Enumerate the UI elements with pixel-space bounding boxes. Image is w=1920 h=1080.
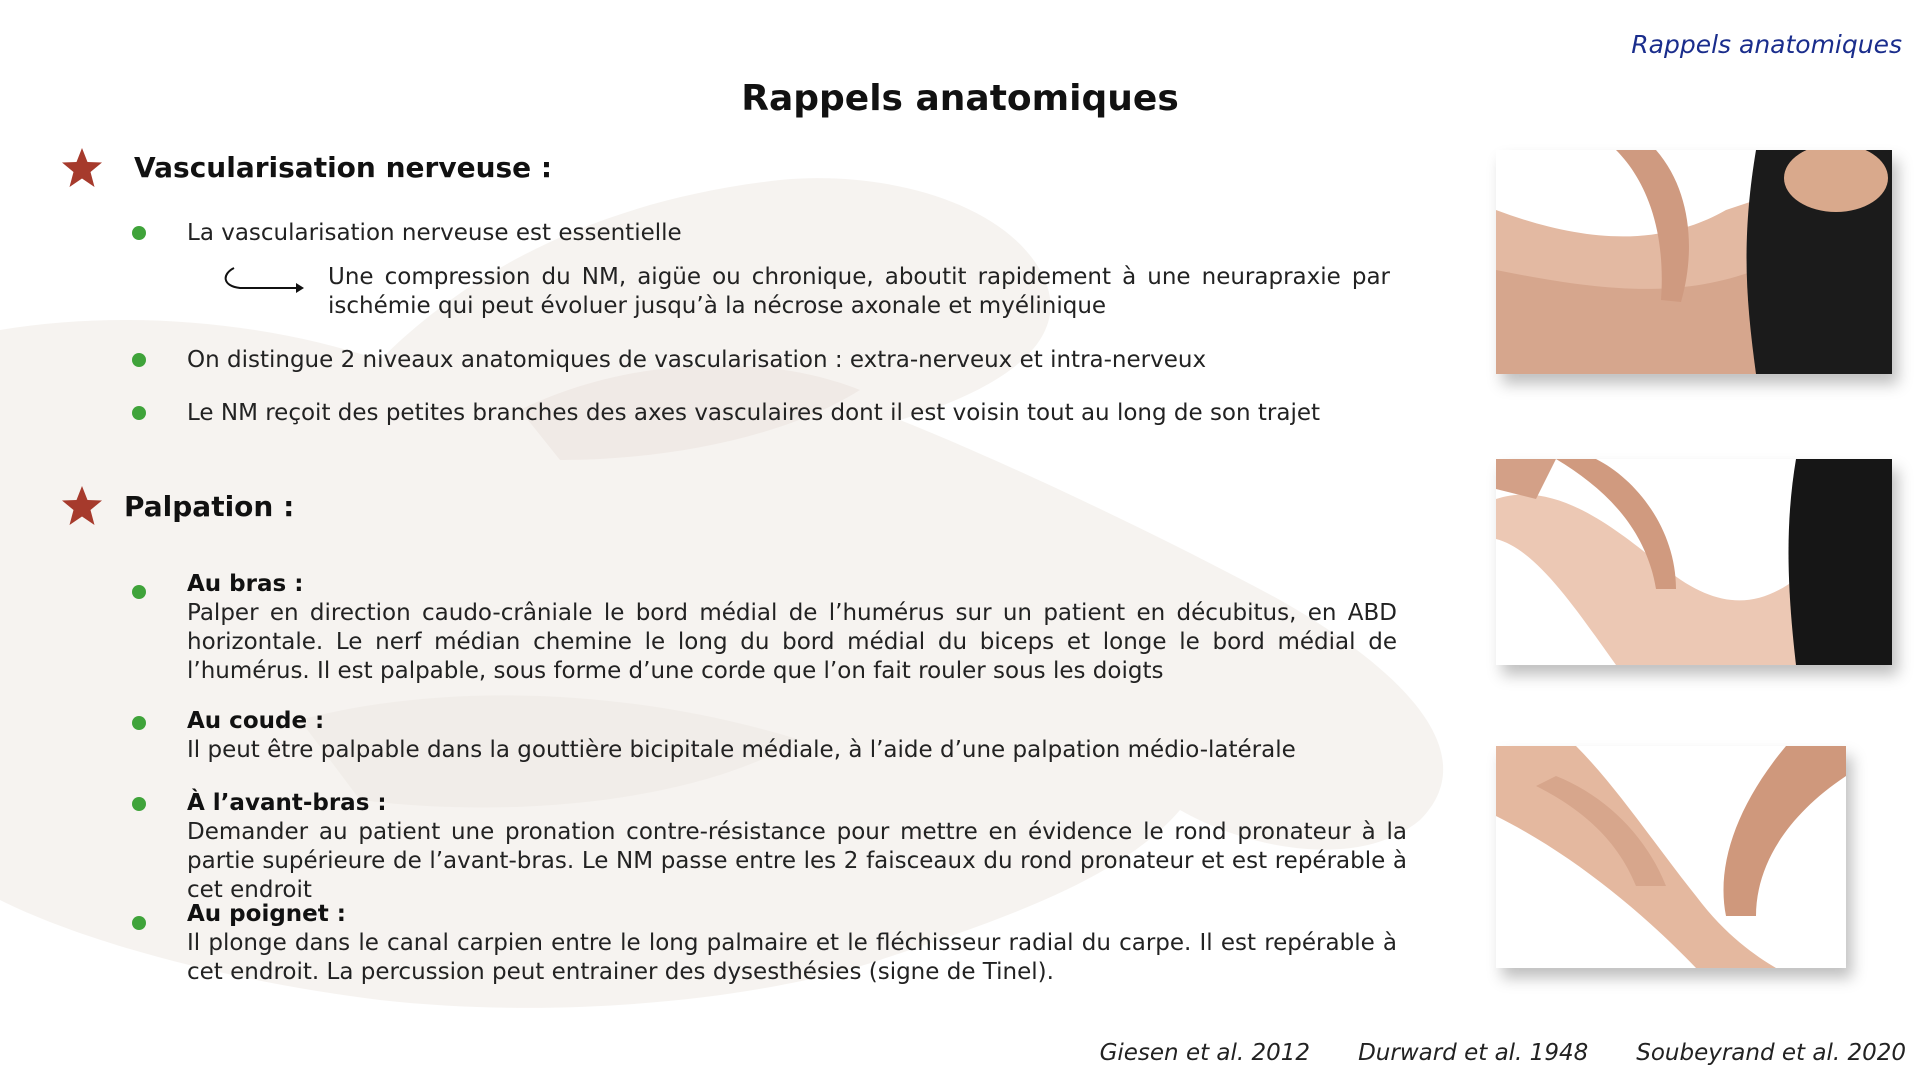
photo-wrist-palpation (1496, 746, 1846, 968)
palpation-body-poignet: Il plonge dans le canal carpien entre le long palmaire et le fléchisseur radial du carpe. Il est repérable à cet endroit. La percussion peut entrainer des dysesthésies (signe de Tinel). (187, 930, 1397, 985)
palpation-item-coude (187, 707, 1397, 765)
header-tag: Rappels anatomiques (1631, 30, 1902, 59)
bullet-dot-icon (132, 406, 146, 420)
page-title: Rappels anatomiques (741, 78, 1179, 119)
palpation-item-poignet (187, 900, 1397, 987)
palpation-body-bras: Palper en direction caudo-crâniale le bord médial de l’humérus sur un patient en décubitus, en ABD horizontale. Le nerf médian chemine le long du bord médial du biceps et longe le bord médial de l’humérus. Il est palpable, sous forme d’une corde que l’on fait rouler sous les doigts (187, 600, 1397, 684)
photo-arm-palpation (1496, 150, 1892, 374)
vascularisation-sub-note: Une compression du NM, aigüe ou chronique, aboutit rapidement à une neurapraxie par ischémie qui peut évoluer jusqu’à la nécrose axonale et myélinique (328, 264, 1390, 319)
palpation-heading-avant-bras: À l’avant-bras : (187, 790, 387, 816)
bullet-dot-icon (132, 353, 146, 367)
palpation-heading-poignet: Au poignet : (187, 901, 346, 927)
palpation-heading-bras: Au bras : (187, 571, 304, 597)
bullet-dot-icon (132, 585, 146, 599)
reference-3: Soubeyrand et al. 2020 (1636, 1040, 1906, 1066)
palpation-heading-coude: Au coude : (187, 708, 325, 734)
bullet-dot-icon (132, 916, 146, 930)
references-row (1100, 1040, 1906, 1066)
vascularisation-bullet-2: On distingue 2 niveaux anatomiques de vascularisation : extra-nerveux et intra-nerveux (187, 347, 1207, 373)
vascularisation-bullet-3: Le NM reçoit des petites branches des axes vasculaires dont il est voisin tout au long de son trajet (187, 400, 1321, 426)
palpation-item-avant-bras (187, 789, 1407, 905)
star-icon (60, 146, 104, 190)
section-title-vascularisation: Vascularisation nerveuse : (134, 151, 553, 184)
vascularisation-bullet-1: La vascularisation nerveuse est essentielle (187, 220, 682, 246)
palpation-body-coude: Il peut être palpable dans la gouttière bicipitale médiale, à l’aide d’une palpation médio-latérale (187, 737, 1296, 763)
palpation-body-avant-bras: Demander au patient une pronation contre-résistance pour mettre en évidence le rond pronateur à la partie supérieure de l’avant-bras. Le NM passe entre les 2 faisceaux du rond pronateur et est repérable à cet endroit (187, 819, 1407, 903)
reference-1: Giesen et al. 2012 (1099, 1040, 1311, 1066)
photo-elbow-palpation (1496, 459, 1892, 665)
star-icon (60, 484, 104, 528)
section-title-palpation: Palpation : (124, 490, 295, 523)
bullet-dot-icon (132, 226, 146, 240)
palpation-item-bras (187, 570, 1397, 686)
bullet-dot-icon (132, 797, 146, 811)
curved-arrow-icon (220, 266, 304, 296)
bullet-dot-icon (132, 716, 146, 730)
reference-2: Durward et al. 1948 (1358, 1040, 1589, 1066)
